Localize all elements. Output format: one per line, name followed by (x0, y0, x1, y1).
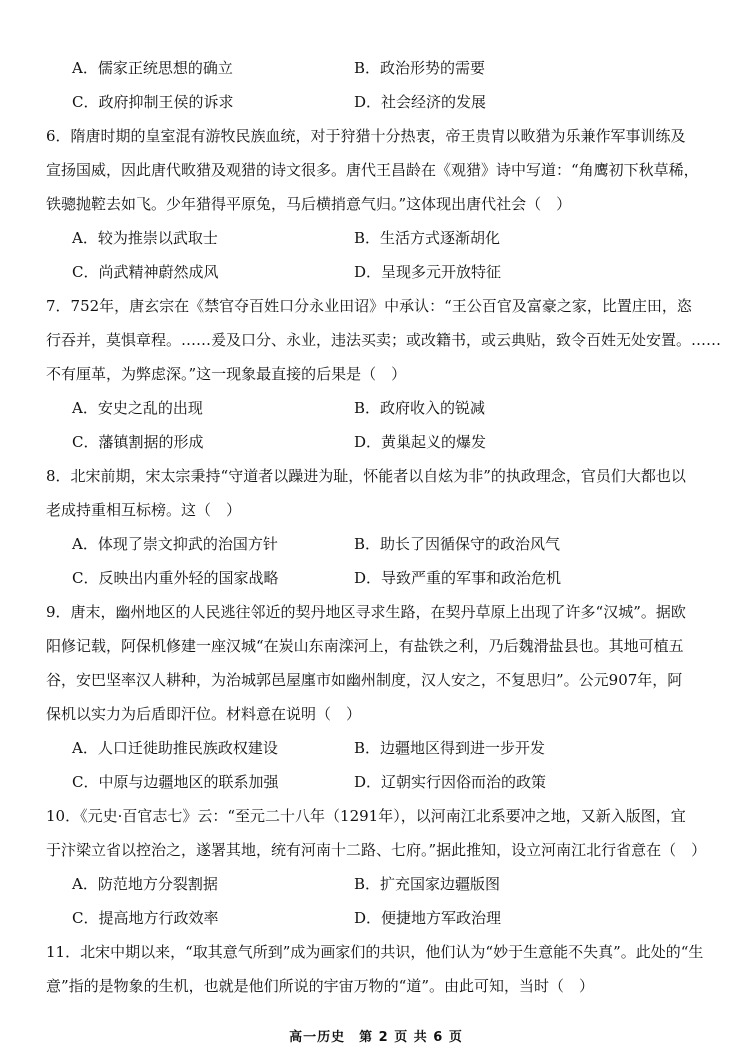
q7-option-c: C．藩镇割据的形成 (72, 433, 204, 451)
q10-option-a: A．防范地方分裂割据 (72, 875, 218, 893)
page-footer: 高一历史 第 2 页 共 6 页 (289, 1030, 463, 1045)
q9-option-d: D．辽朝实行因俗而治的政策 (354, 773, 547, 791)
q9-stem-line-1: 9．唐末，幽州地区的人民逃往邻近的契丹地区寻求生路，在契丹草原上出现了许多“汉城”。据欧 (46, 603, 686, 621)
q6-option-c: C．尚武精神蔚然成风 (72, 263, 219, 281)
q10-stem-line-2: 于汴梁立省以控治之，遂署其地，统有河南十二路、七府。”据此推知，设立河南江北行省意在（ ） (46, 841, 707, 859)
q9-option-c: C．中原与边疆地区的联系加强 (72, 773, 279, 791)
q6-stem-line-1: 6．隋唐时期的皇室混有游牧民族血统，对于狩猎十分热衷，帝王贵胄以畋猎为乐兼作军事训练及 (46, 127, 686, 145)
q10-option-b: B．扩充国家边疆版图 (354, 875, 501, 893)
q6-option-b: B．生活方式逐渐胡化 (354, 229, 501, 247)
q5-option-b: B．政治形势的需要 (354, 59, 486, 77)
q6-stem-line-2: 宣扬国威，因此唐代畋猎及观猎的诗文很多。唐代王昌龄在《观猎》诗中写道：“角鹰初下秋草稀， (46, 161, 699, 179)
q7-stem-line-3: 不有厘革，为弊虑深。”这一现象最直接的后果是（ ） (46, 365, 407, 383)
q6-stem-line-3: 铁骢抛鞚去如飞。少年猎得平原兔，马后横捎意气归。”这体现出唐代社会（ ） (46, 195, 572, 213)
q11-stem-line-1: 11．北宋中期以来，“取其意气所到”成为画家们的共识，他们认为“妙于生意能不失真”。此处的“生 (46, 943, 704, 961)
q6-option-a: A．较为推崇以武取士 (72, 229, 218, 247)
q10-stem-line-1: 10．《元史·百官志七》云：“至元二十八年（1291年），以河南江北系要冲之地，又新入版图，宜 (46, 807, 686, 825)
q9-stem-line-3: 谷，安巴坚率汉人耕种，为治城郭邑屋廛市如幽州制度，汉人安之，不复思归”。公元907年，阿 (46, 671, 683, 689)
q9-option-a: A．人口迁徙助推民族政权建设 (72, 739, 278, 757)
q5-option-c: C．政府抑制王侯的诉求 (72, 93, 234, 111)
q10-option-d: D．便捷地方军政治理 (354, 909, 502, 927)
q11-stem-line-2: 意”指的是物象的生机，也就是他们所说的宇宙万物的“道”。由此可知，当时（ ） (46, 977, 595, 995)
q8-option-d: D．导致严重的军事和政治危机 (354, 569, 562, 587)
q8-stem-line-1: 8．北宋前期，宋太宗秉持“守道者以躁进为耻，怀能者以自炫为非”的执政理念，官员们大都也以 (46, 467, 686, 485)
q8-option-b: B．助长了因循保守的政治风气 (354, 535, 561, 553)
q8-option-c: C．反映出内重外轻的国家战略 (72, 569, 279, 587)
q8-stem-line-2: 老成持重相互标榜。这（ ） (46, 501, 242, 519)
q7-stem-line-2: 行吞并，莫惧章程。……爰及口分、永业，违法买卖；或改籍书，或云典贴，致令百姓无处安置。…… (46, 331, 722, 349)
q5-option-a: A．儒家正统思想的确立 (72, 59, 233, 77)
q5-option-d: D．社会经济的发展 (354, 93, 487, 111)
q7-option-b: B．政府收入的锐减 (354, 399, 486, 417)
q9-stem-line-4: 保机以实力为后盾即汗位。材料意在说明（ ） (46, 705, 362, 723)
q7-option-a: A．安史之乱的出现 (72, 399, 203, 417)
q9-stem-line-2: 阳修记载，阿保机修建一座汉城“在炭山东南滦河上，有盐铁之利，乃后魏滑盐县也。其地可植五 (46, 637, 684, 655)
q8-option-a: A．体现了崇文抑武的治国方针 (72, 535, 278, 553)
q7-stem-line-1: 7．752年，唐玄宗在《禁官夺百姓口分永业田诏》中承认：“王公百官及富豪之家，比置庄田，恣 (46, 297, 692, 315)
q10-option-c: C．提高地方行政效率 (72, 909, 219, 927)
q9-option-b: B．边疆地区得到进一步开发 (354, 739, 546, 757)
q6-option-d: D．呈现多元开放特征 (354, 263, 502, 281)
q7-option-d: D．黄巢起义的爆发 (354, 433, 487, 451)
